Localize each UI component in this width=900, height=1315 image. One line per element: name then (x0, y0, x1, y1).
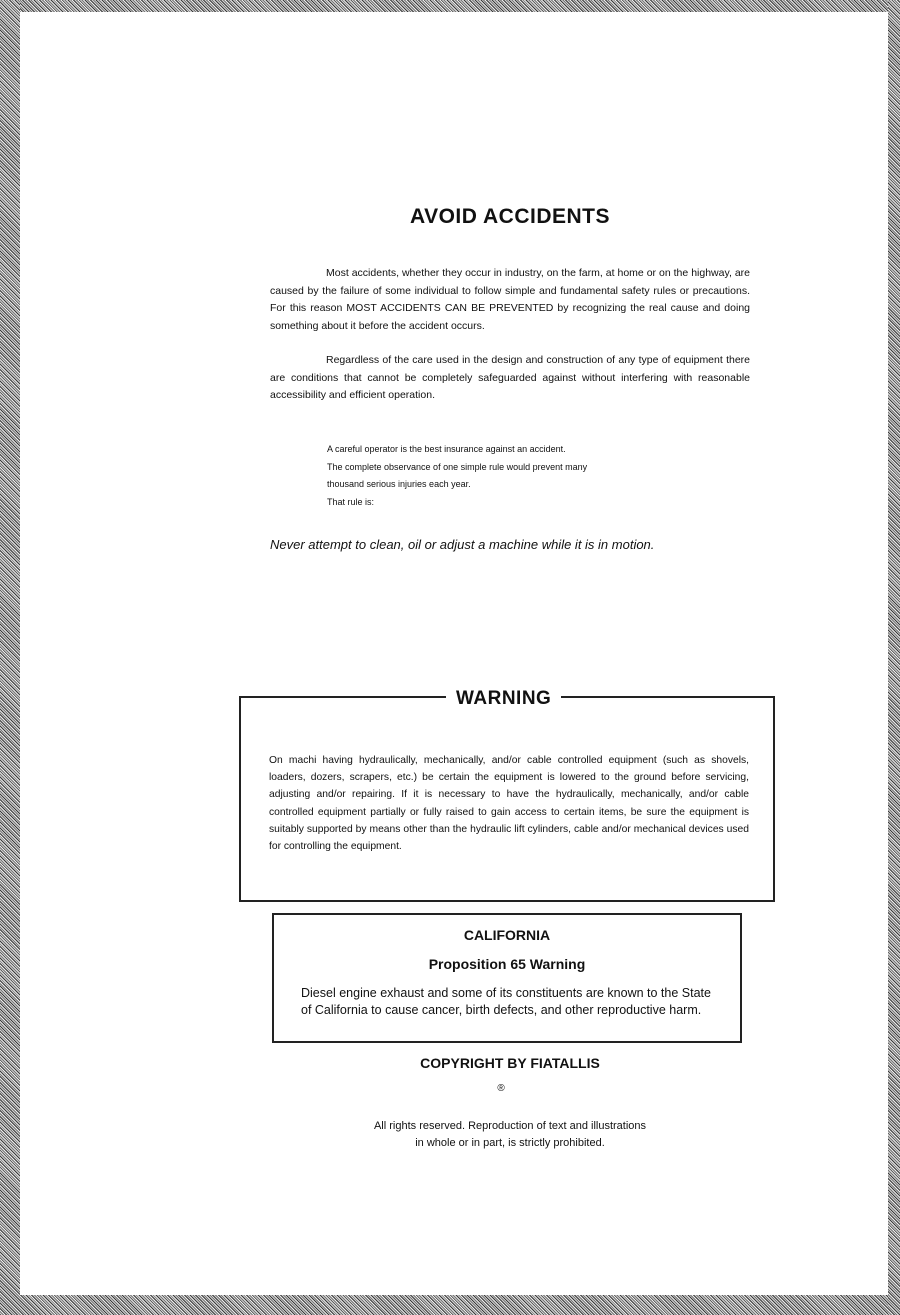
page-title: AVOID ACCIDENTS (409, 205, 610, 228)
california-heading: CALIFORNIA (463, 927, 551, 943)
scan-edge-top (0, 0, 900, 12)
rule-intro-line: That rule is: (327, 496, 375, 507)
registered-symbol: ® (497, 1083, 505, 1094)
copyright-heading: COPYRIGHT BY FIATALLIS (420, 1055, 600, 1071)
rights-notice (300, 1118, 720, 1152)
rule-intro-line: thousand serious injuries each year. (327, 479, 471, 489)
rule-intro-block (327, 441, 687, 511)
scan-edge-left (0, 0, 20, 1315)
scan-edge-bottom (0, 1295, 900, 1315)
safety-rule: Never attempt to clean, oil or adjust a machine while it is in motion. (270, 537, 655, 552)
proposition-65-heading: Proposition 65 Warning (428, 956, 586, 972)
scan-edge-right (888, 0, 900, 1315)
rights-line: All rights reserved. Reproduction of text and illustrations (373, 1120, 647, 1132)
rights-line: in whole or in part, is strictly prohibited. (415, 1137, 605, 1149)
warning-text: On machi having hydraulically, mechanically, and/or cable controlled equipment (such as shovels, loaders, dozers, scrapers, etc.) be certain the equipment is lowered to the ground before servicing, adjusting and/or repairing. If it is necessary to have the hydraulically, mechanically, and/or cable controlled equipment partially or fully raised to gain access to certain items, be sure the equipment is suitably supported by means other than the hydraulic lift cylinders, cable and/or mechanical devices used for controlling the equipment. (269, 755, 749, 853)
california-warning-text: Diesel engine exhaust and some of its constituents are known to the State of California to cause cancer, birth defects, and other reproductive harm. (301, 986, 711, 1017)
intro-paragraph-1: Most accidents, whether they occur in industry, on the farm, at home or on the highway, are caused by the failure of some individual to follow simple and fundamental safety rules or precautions. For this reason MOST ACCIDENTS CAN BE PREVENTED by recognizing the real cause and doing something about it before the accident occurs. (270, 267, 750, 332)
rule-intro-line: The complete observance of one simple rule would prevent many (327, 461, 588, 472)
intro-paragraph-2: Regardless of the care used in the design and construction of any type of equipment there are conditions that cannot be completely safeguarded against without interfering with reasonable accessibility and efficient operation. (270, 354, 750, 402)
rule-intro-line: A careful operator is the best insurance against an accident. (327, 444, 566, 454)
warning-heading: WARNING (446, 688, 561, 710)
